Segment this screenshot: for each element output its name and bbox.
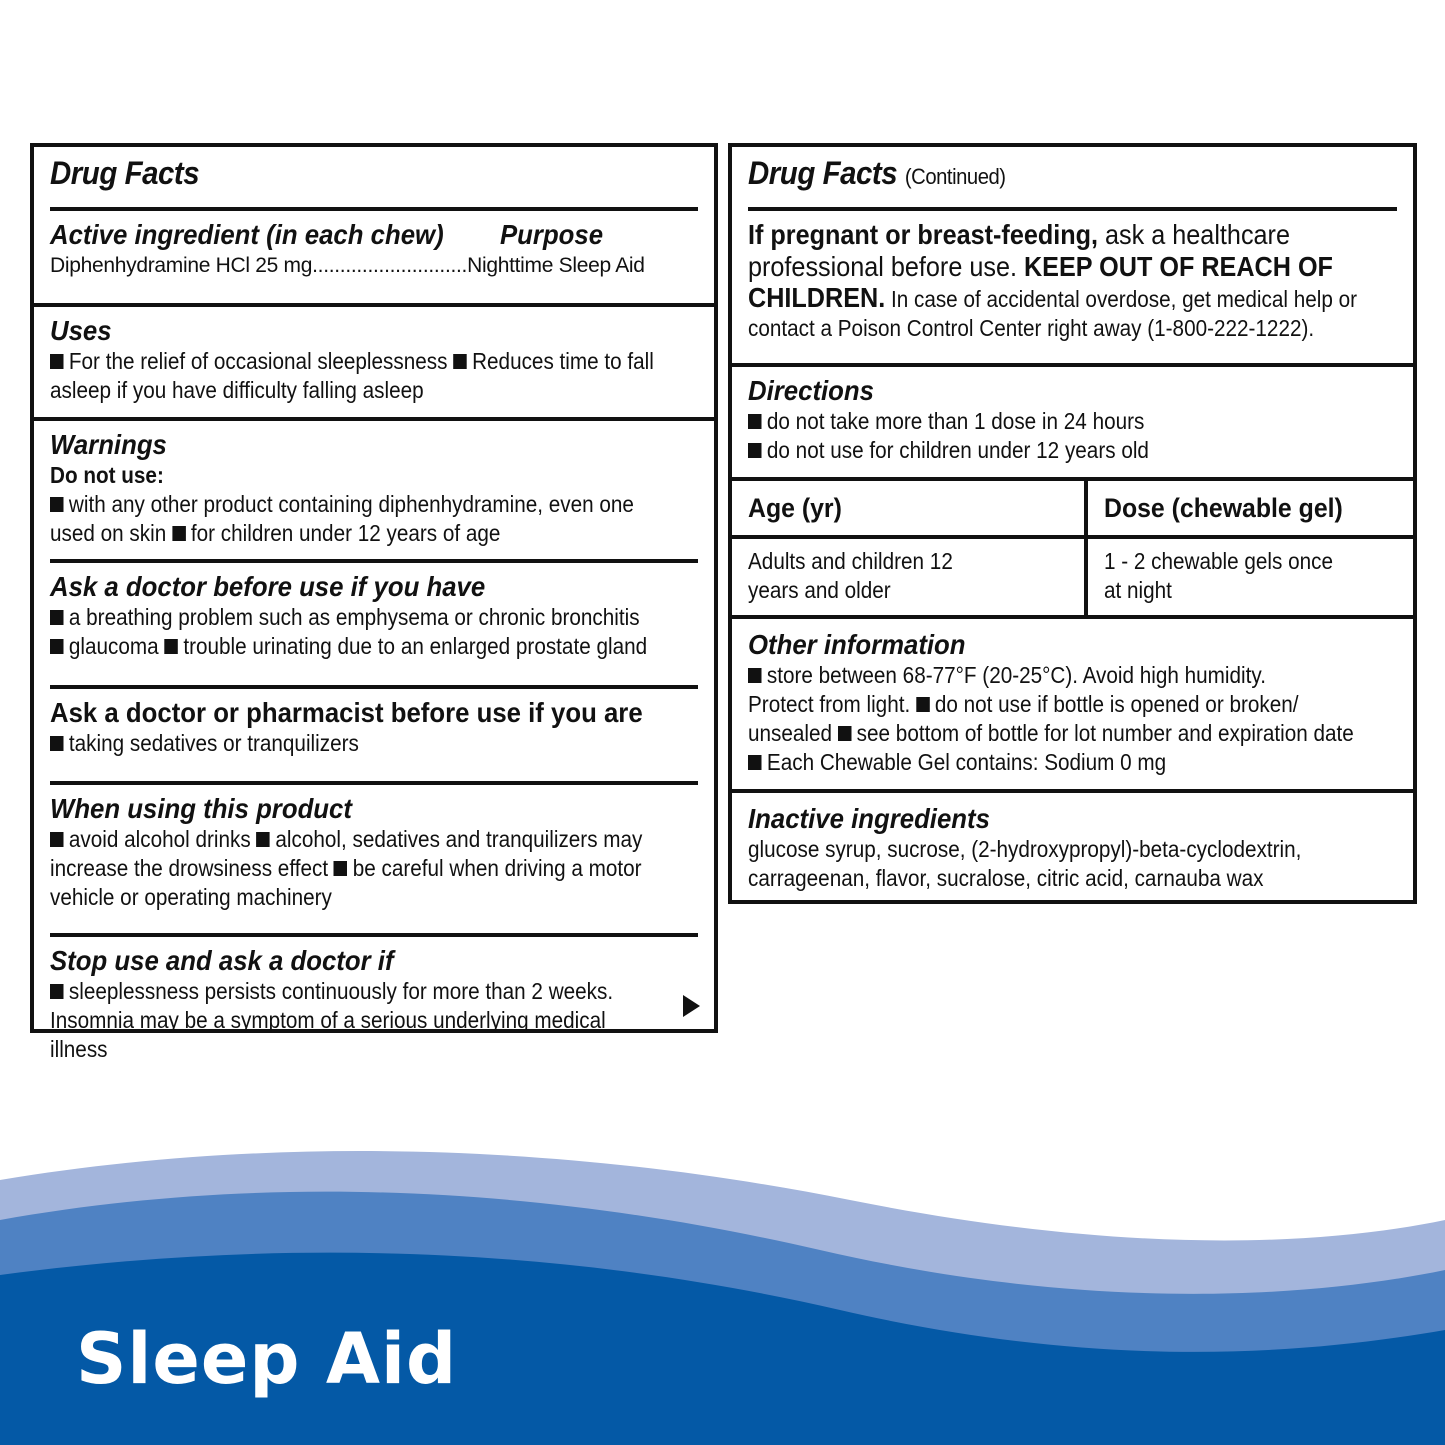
when-using-section bbox=[50, 781, 698, 933]
bullet-icon bbox=[50, 984, 64, 999]
warning-line: for children under 12 years of age bbox=[190, 520, 501, 546]
drug-facts-header-continued bbox=[732, 147, 1413, 207]
ask-doctor-section bbox=[50, 559, 698, 685]
continued-label: (Continued) bbox=[904, 164, 1006, 189]
purpose-value: Nighttime Sleep Aid bbox=[467, 254, 645, 277]
ask-doctor-line: glaucoma bbox=[68, 633, 159, 659]
pregnancy-text: professional before use. bbox=[748, 251, 1017, 282]
directions-line: do not use for children under 12 years old bbox=[766, 437, 1149, 463]
uses-heading: Uses bbox=[50, 315, 112, 346]
when-using-line: alcohol, sedatives and tranquilizers may bbox=[275, 826, 643, 852]
bullet-icon bbox=[916, 697, 930, 712]
drug-facts-title: Drug Facts bbox=[50, 155, 200, 191]
inactive-ingredients-section bbox=[732, 789, 1413, 904]
bullet-icon bbox=[50, 354, 64, 369]
ask-pharmacist-section bbox=[50, 685, 698, 781]
bullet-icon bbox=[50, 639, 64, 654]
ask-doctor-line: a breathing problem such as emphysema or chronic bronchitis bbox=[68, 604, 640, 630]
bullet-icon bbox=[50, 610, 64, 625]
dose-table bbox=[732, 477, 1413, 615]
bullet-icon bbox=[50, 832, 64, 847]
bullet-icon bbox=[334, 861, 348, 876]
stop-use-line: sleeplessness persists continuously for more than 2 weeks. bbox=[68, 978, 614, 1004]
overdose-text: In case of accidental overdose, get medical help or bbox=[890, 286, 1357, 312]
stop-use-section bbox=[50, 933, 698, 1079]
bullet-icon bbox=[453, 354, 467, 369]
banner-title: Sleep Aid bbox=[76, 1318, 458, 1400]
bullet-icon bbox=[748, 755, 762, 770]
uses-line: Reduces time to fall bbox=[472, 348, 654, 374]
drug-facts-panel-right bbox=[728, 143, 1417, 904]
directions-line: do not take more than 1 dose in 24 hours bbox=[766, 408, 1145, 434]
keep-out-of-reach: CHILDREN. bbox=[748, 282, 886, 313]
active-ingredient-heading: Active ingredient (in each chew) bbox=[50, 219, 444, 250]
dose-table-header-age bbox=[732, 481, 1088, 539]
inactive-ingredients-heading: Inactive ingredients bbox=[748, 803, 990, 834]
ingredient-name: Diphenhydramine HCl 25 mg............................ bbox=[50, 254, 468, 277]
pregnancy-section bbox=[748, 207, 1397, 363]
dose-value: 1 - 2 chewable gels once bbox=[1104, 548, 1333, 574]
inactive-ingredients-line: glucose syrup, sucrose, (2-hydroxypropyl)-beta-cyclodextrin, bbox=[748, 836, 1302, 862]
drug-facts-panel-left bbox=[30, 143, 718, 1062]
uses-line: For the relief of occasional sleeplessness bbox=[68, 348, 448, 374]
bullet-icon bbox=[172, 526, 186, 541]
other-info-line: Each Chewable Gel contains: Sodium 0 mg bbox=[766, 749, 1167, 775]
ask-pharmacist-heading: Ask a doctor or pharmacist before use if you are bbox=[50, 697, 643, 728]
drug-facts-header bbox=[34, 147, 714, 207]
when-using-line: vehicle or operating machinery bbox=[50, 884, 332, 910]
dose-value: at night bbox=[1104, 577, 1172, 603]
inactive-ingredients-line: carrageenan, flavor, sucralose, citric acid, carnauba wax bbox=[748, 865, 1264, 891]
dose-table-cell-dose bbox=[1088, 539, 1413, 615]
dose-table-cell-age bbox=[732, 539, 1088, 615]
age-value: Adults and children 12 bbox=[748, 548, 953, 574]
pregnancy-text: ask a healthcare bbox=[1105, 219, 1290, 250]
uses-line: asleep if you have difficulty falling asleep bbox=[50, 377, 424, 403]
stop-use-line: illness bbox=[50, 1036, 108, 1062]
other-info-line: see bottom of bottle for lot number and expiration date bbox=[856, 720, 1354, 746]
pregnancy-bold: If pregnant or breast-feeding, bbox=[748, 219, 1099, 250]
directions-section bbox=[732, 363, 1413, 477]
ingredient-row bbox=[50, 251, 698, 280]
bullet-icon bbox=[748, 668, 762, 683]
poison-control-text: contact a Poison Control Center right away (1-800-222-1222). bbox=[748, 315, 1315, 341]
stop-use-heading: Stop use and ask a doctor if bbox=[50, 945, 394, 976]
other-information-heading: Other information bbox=[748, 629, 966, 660]
active-ingredient-section bbox=[50, 207, 698, 303]
bullet-icon bbox=[50, 736, 64, 751]
other-info-line: do not use if bottle is opened or broken/ bbox=[934, 691, 1299, 717]
warnings-heading: Warnings bbox=[50, 429, 167, 460]
when-using-heading: When using this product bbox=[50, 793, 352, 824]
warning-line: used on skin bbox=[50, 520, 167, 546]
directions-heading: Directions bbox=[748, 375, 874, 406]
age-value: years and older bbox=[748, 577, 891, 603]
stop-use-line: Insomnia may be a symptom of a serious underlying medical bbox=[50, 1007, 606, 1033]
age-column-header: Age (yr) bbox=[748, 493, 842, 523]
bullet-icon bbox=[838, 726, 852, 741]
bullet-icon bbox=[164, 639, 178, 654]
when-using-line: be careful when driving a motor bbox=[352, 855, 642, 881]
dose-column-header: Dose (chewable gel) bbox=[1104, 493, 1343, 523]
ask-doctor-heading: Ask a doctor before use if you have bbox=[50, 571, 486, 602]
keep-out-of-reach: KEEP OUT OF REACH OF bbox=[1023, 251, 1333, 282]
dose-table-header-dose bbox=[1088, 481, 1413, 539]
other-info-line: unsealed bbox=[748, 720, 833, 746]
bullet-icon bbox=[748, 414, 762, 429]
continue-arrow-icon bbox=[683, 995, 700, 1017]
uses-section bbox=[34, 303, 714, 417]
warnings-section bbox=[34, 417, 714, 559]
other-information-section bbox=[732, 615, 1413, 789]
ask-doctor-line: trouble urinating due to an enlarged prostate gland bbox=[183, 633, 648, 659]
do-not-use-subheading: Do not use: bbox=[50, 462, 164, 488]
when-using-line: avoid alcohol drinks bbox=[68, 826, 251, 852]
other-info-line: store between 68-77°F (20-25°C). Avoid high humidity. bbox=[766, 662, 1266, 688]
other-info-line: Protect from light. bbox=[748, 691, 911, 717]
when-using-line: increase the drowsiness effect bbox=[50, 855, 329, 881]
bullet-icon bbox=[50, 497, 64, 512]
purpose-heading: Purpose bbox=[500, 219, 604, 250]
drug-facts-title: Drug Facts bbox=[748, 155, 898, 191]
ask-pharmacist-line: taking sedatives or tranquilizers bbox=[68, 730, 359, 756]
bullet-icon bbox=[256, 832, 270, 847]
bullet-icon bbox=[748, 443, 762, 458]
warning-line: with any other product containing diphenhydramine, even one bbox=[68, 491, 634, 517]
